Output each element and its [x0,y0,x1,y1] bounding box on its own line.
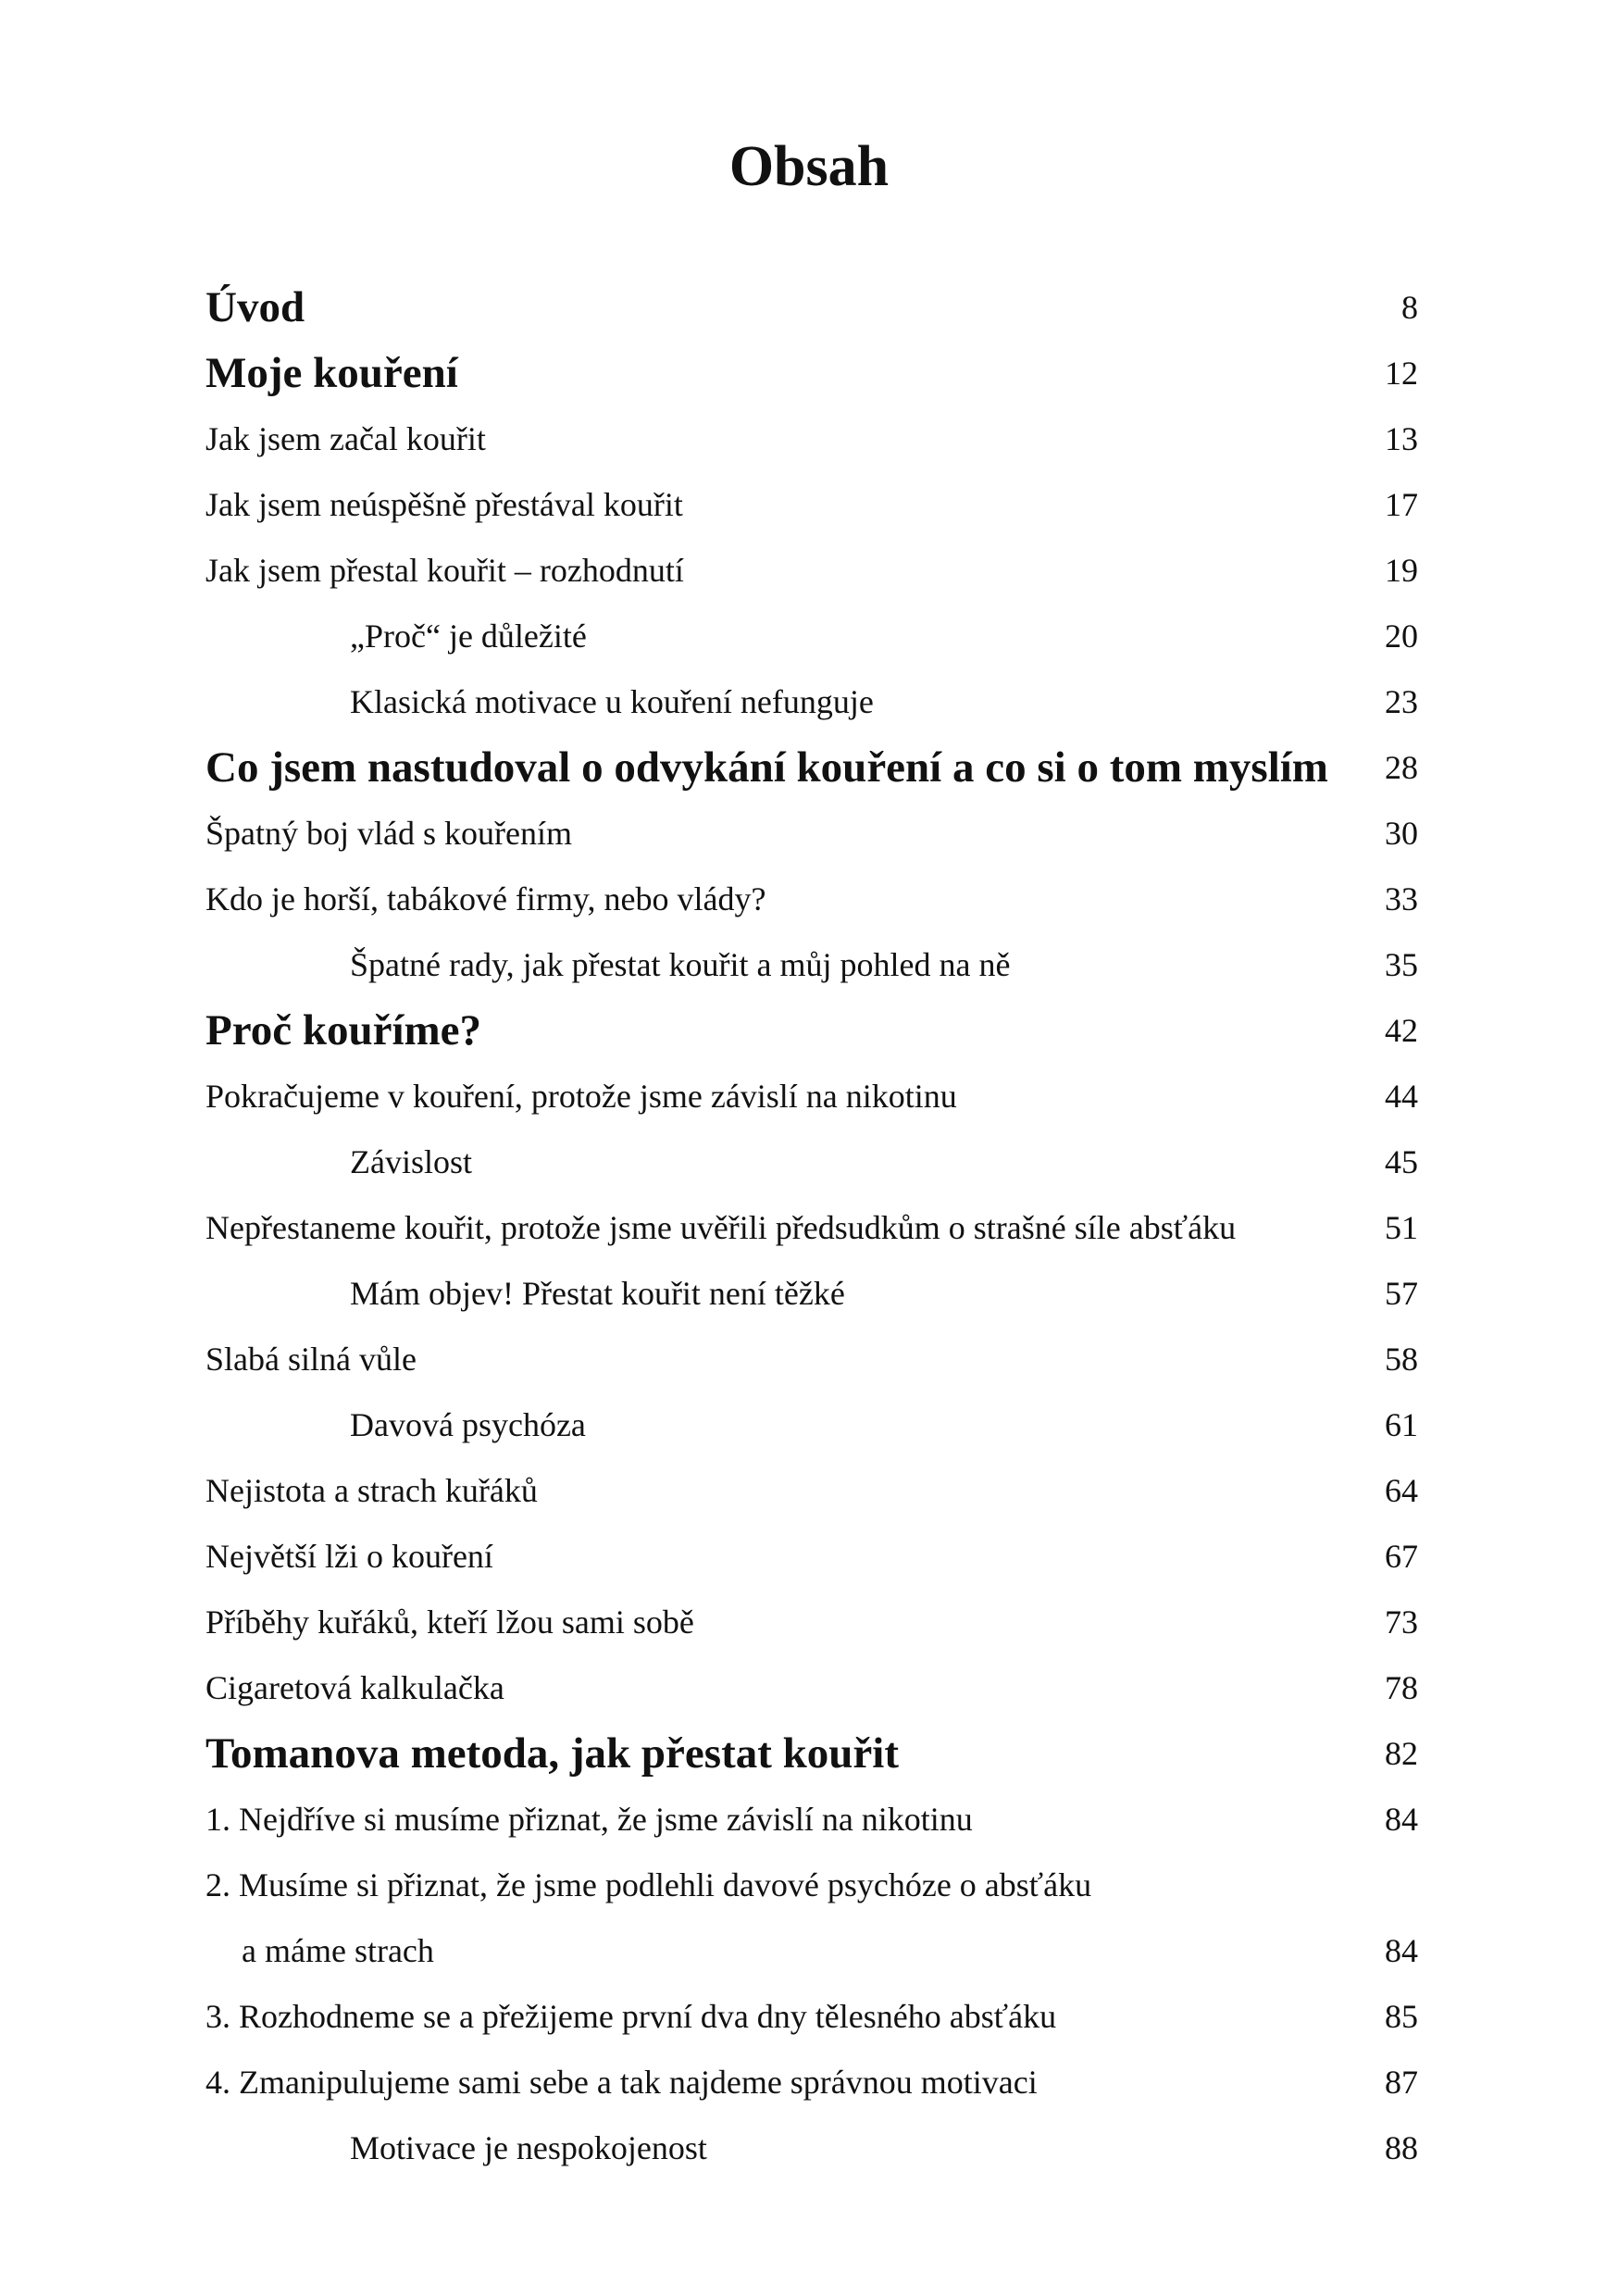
toc-entry-title: Klasická motivace u kouření nefunguje [350,682,874,720]
toc-page-number: 42 [1385,1011,1418,1049]
toc-page-number: 13 [1385,419,1418,457]
toc-section[interactable] [205,866,1418,931]
toc-section[interactable] [205,1589,1418,1654]
toc-page-number: 84 [1385,1931,1418,1969]
toc-section[interactable] [205,1983,1418,2049]
toc-section[interactable] [205,1326,1418,1391]
toc-chapter[interactable] [205,1720,1418,1786]
toc-section[interactable] [205,1457,1418,1523]
toc-section[interactable] [205,537,1418,603]
toc-entry-title: Davová psychóza [350,1405,586,1443]
toc-page-number: 20 [1385,617,1418,655]
toc-subsection[interactable] [205,2115,1418,2180]
toc-entry-title: „Proč“ je důležité [350,617,587,655]
toc-section[interactable] [205,406,1418,471]
toc-section[interactable] [205,471,1418,537]
toc-subsection[interactable] [205,1129,1418,1194]
toc-entry-title: Mám objev! Přestat kouřit není těžké [350,1274,845,1312]
toc-page-number: 85 [1385,1997,1418,2035]
toc-subsection[interactable] [205,1391,1418,1457]
toc-entry-title: Cigaretová kalkulačka [205,1668,504,1706]
toc-page-number: 17 [1385,485,1418,523]
toc-page-number: 88 [1385,2128,1418,2166]
toc-entry-title: Špatné rady, jak přestat kouřit a můj pohled na ně [350,945,1011,983]
toc-chapter[interactable] [205,274,1418,340]
toc-subsection[interactable] [205,1260,1418,1326]
toc-section[interactable] [205,2049,1418,2115]
toc-page-number: 12 [1385,354,1418,392]
toc-entry-title: Pokračujeme v kouření, protože jsme závislí na nikotinu [205,1077,957,1115]
toc-entry-title: Tomanova metoda, jak přestat kouřit [205,1728,899,1778]
toc-entry-title: Příběhy kuřáků, kteří lžou sami sobě [205,1603,694,1641]
toc-subsection[interactable] [205,668,1418,734]
toc-page-number: 87 [1385,2063,1418,2101]
toc-entry-title: Nejistota a strach kuřáků [205,1471,538,1509]
toc-page-number: 19 [1385,551,1418,589]
toc-entry-title: 4. Zmanipulujeme sami sebe a tak najdeme správnou motivaci [205,2063,1038,2101]
toc-section[interactable] [205,1523,1418,1589]
toc-page-number: 64 [1385,1471,1418,1509]
toc-section[interactable] [205,1654,1418,1720]
toc-chapter[interactable] [205,997,1418,1063]
toc-page-number: 44 [1385,1077,1418,1115]
toc-page-number: 23 [1385,682,1418,720]
toc-entry-title: Co jsem nastudoval o odvykání kouření a co si o tom myslím [205,742,1328,792]
toc-entry-title: Nepřestaneme kouřit, protože jsme uvěřili předsudkům o strašné síle absťáku [205,1208,1237,1246]
table-of-contents [205,274,1418,2180]
toc-section[interactable] [205,1852,1418,1917]
toc-chapter[interactable] [205,734,1418,800]
toc-entry-title: Proč kouříme? [205,1005,482,1054]
toc-chapter[interactable] [205,340,1418,406]
toc-entry-title: 1. Nejdříve si musíme přiznat, že jsme závislí na nikotinu [205,1800,973,1838]
toc-section[interactable] [205,1917,1418,1983]
toc-entry-title: Motivace je nespokojenost [350,2128,707,2166]
toc-section[interactable] [205,800,1418,866]
toc-subsection[interactable] [205,603,1418,668]
toc-page-number: 30 [1385,814,1418,852]
toc-page-number: 8 [1401,288,1418,326]
toc-entry-title: Jak jsem začal kouřit [205,419,486,457]
toc-page-number: 51 [1385,1208,1418,1246]
toc-page-number: 58 [1385,1340,1418,1378]
toc-page-number: 61 [1385,1405,1418,1443]
toc-page-number: 78 [1385,1668,1418,1706]
toc-entry-title: Jak jsem neúspěšně přestával kouřit [205,485,683,523]
toc-page-number: 67 [1385,1537,1418,1575]
toc-page-number: 82 [1385,1734,1418,1772]
toc-entry-title: Jak jsem přestal kouřit – rozhodnutí [205,551,684,589]
toc-entry-title: Úvod [205,282,305,331]
toc-section[interactable] [205,1063,1418,1129]
toc-page-number: 45 [1385,1142,1418,1180]
toc-page-number: 73 [1385,1603,1418,1641]
toc-entry-title: Největší lži o kouření [205,1537,493,1575]
toc-section[interactable] [205,1786,1418,1852]
toc-entry-title: Slabá silná vůle [205,1340,417,1378]
toc-page-number: 84 [1385,1800,1418,1838]
toc-entry-title: Moje kouření [205,348,458,397]
toc-entry-title: 3. Rozhodneme se a přežijeme první dva dny tělesného absťáku [205,1997,1057,2035]
toc-entry-title: 2. Musíme si přiznat, že jsme podlehli davové psychóze o absťáku [205,1866,1092,1903]
toc-entry-title: a máme strach [242,1931,434,1969]
toc-entry-title: Kdo je horší, tabákové firmy, nebo vlády? [205,880,766,917]
toc-page-number: 57 [1385,1274,1418,1312]
toc-page-number: 28 [1385,748,1418,786]
toc-section[interactable] [205,1194,1418,1260]
toc-page-number: 33 [1385,880,1418,917]
toc-entry-title: Závislost [350,1142,472,1180]
toc-page-number: 35 [1385,945,1418,983]
toc-subsection[interactable] [205,931,1418,997]
page-title: Obsah [728,135,890,198]
toc-entry-title: Špatný boj vlád s kouřením [205,814,572,852]
